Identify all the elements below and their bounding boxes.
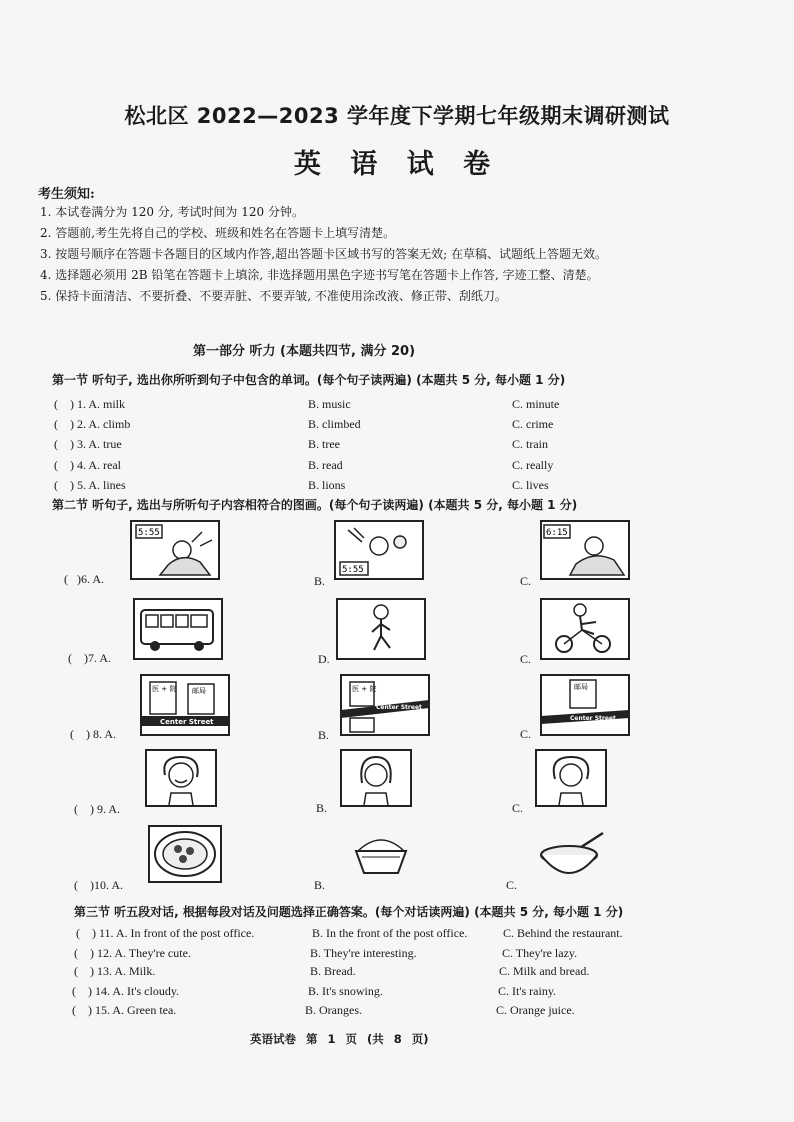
- option-c: C. minute: [512, 397, 560, 411]
- picture-9c: [535, 749, 607, 807]
- option-c: C. crime: [512, 417, 554, 431]
- picture-9a: [145, 749, 217, 807]
- notice-item: 5. 保持卡面清洁、不要折叠、不要弄脏、不要弄皱, 不准使用涂改液、修正带、刮纸刀。: [40, 289, 507, 303]
- question-row: ( ) 4. A. real: [54, 458, 121, 472]
- option-b: B. read: [308, 458, 343, 472]
- question-row: ( ) 12. A. They're cute.: [74, 946, 191, 960]
- option-c: C. lives: [512, 478, 549, 492]
- exam-title: 松北区 2022—2023 学年度下学期七年级期末调研测试: [124, 104, 670, 128]
- option-label: B.: [314, 574, 326, 588]
- picture-7c: [540, 598, 630, 660]
- option-b: B. climbed: [308, 417, 361, 431]
- option-label: D.: [318, 652, 330, 666]
- post-office-sign: 邮局: [574, 683, 588, 691]
- question-label: ( ) 9. A.: [74, 802, 120, 816]
- hospital-sign: 医 + 院: [152, 685, 177, 693]
- question-row: ( ) 15. A. Green tea.: [72, 1003, 177, 1017]
- option-label: B.: [314, 878, 326, 892]
- option-b: B. tree: [308, 437, 340, 451]
- clock-text: 5:55: [342, 565, 364, 575]
- question-label: ( )10. A.: [74, 878, 123, 892]
- notice-item: 3. 按题号顺序在答题卡各题目的区域内作答,超出答题卡区域书写的答案无效; 在草稿、试题纸上答题无效。: [40, 247, 607, 261]
- page-footer: 英语试卷 第 1 页 (共 8 页): [250, 1032, 429, 1046]
- option-label: C.: [520, 574, 532, 588]
- notice-heading: 考生须知:: [38, 187, 95, 202]
- question-row: ( ) 1. A. milk: [54, 397, 126, 411]
- option-label: C.: [520, 727, 532, 741]
- section1-heading: 第一节 听句子, 选出你所听到句子中包含的单词。(每个句子读两遍) (本题共 5 分, 每小题 1 分): [52, 373, 566, 387]
- option-label: C.: [512, 801, 524, 815]
- option-b: B. Oranges.: [305, 1003, 362, 1017]
- picture-8b: [340, 674, 430, 736]
- option-c: C. Behind the restaurant.: [503, 926, 623, 940]
- option-c: C. train: [512, 437, 548, 451]
- question-row: ( ) 13. A. Milk.: [74, 964, 156, 978]
- option-c: C. It's rainy.: [498, 984, 557, 998]
- picture-10a: [148, 825, 222, 883]
- option-label: C.: [520, 652, 532, 666]
- clock-text: 6:15: [546, 528, 568, 538]
- option-b: B. music: [308, 397, 351, 411]
- part1-heading: 第一部分 听力 (本题共四节, 满分 20): [193, 344, 416, 359]
- question-row: ( ) 11. A. In front of the post office.: [76, 926, 255, 940]
- picture-6c: [540, 520, 630, 580]
- question-row: ( ) 5. A. lines: [54, 478, 126, 492]
- notice-item: 1. 本试卷满分为 120 分, 考试时间为 120 分钟。: [40, 205, 304, 219]
- street-name: Center Street: [160, 718, 214, 726]
- option-label: C.: [506, 878, 518, 892]
- picture-6b: [334, 520, 424, 580]
- street-name: Center Street: [376, 704, 422, 711]
- option-c: C. really: [512, 458, 554, 472]
- picture-10c: [535, 829, 609, 883]
- section3-heading: 第三节 听五段对话, 根据每段对话及问题选择正确答案。(每个对话读两遍) (本题共 5 分, 每小题 1 分): [74, 905, 624, 919]
- option-c: C. Orange juice.: [496, 1003, 575, 1017]
- section2-heading: 第二节 听句子, 选出与所听句子内容相符合的图画。(每个句子读两遍) (本题共 5 分, 每小题 1 分): [52, 498, 578, 512]
- option-b: B. lions: [308, 478, 346, 492]
- option-b: B. They're interesting.: [310, 946, 417, 960]
- street-name: Center Street: [570, 715, 616, 722]
- picture-7a: [133, 598, 223, 660]
- question-row: ( ) 3. A. true: [54, 437, 122, 451]
- option-label: B.: [318, 728, 330, 742]
- picture-7b: [336, 598, 426, 660]
- notice-item: 4. 选择题必须用 2B 铅笔在答题卡上填涂, 非选择题用黑色字迹书写笔在答题卡上作答, 字迹工整、清楚。: [40, 268, 599, 282]
- question-label: ( )7. A.: [68, 651, 111, 665]
- question-label: ( )6. A.: [64, 572, 104, 586]
- option-c: C. They're lazy.: [502, 946, 578, 960]
- picture-10b: [352, 827, 410, 881]
- option-b: B. It's snowing.: [308, 984, 383, 998]
- post-office-sign: 邮局: [192, 687, 206, 695]
- hospital-sign: 医 + 院: [352, 685, 377, 693]
- option-c: C. Milk and bread.: [499, 964, 590, 978]
- exam-subtitle: 英 语 试 卷: [293, 149, 501, 180]
- question-row: ( ) 14. A. It's cloudy.: [72, 984, 180, 998]
- picture-9b: [340, 749, 412, 807]
- clock-text: 5:55: [138, 528, 160, 538]
- notice-item: 2. 答题前,考生先将自己的学校、班级和姓名在答题卡上填写清楚。: [40, 226, 396, 240]
- question-label: ( ) 8. A.: [70, 727, 116, 741]
- option-b: B. In the front of the post office.: [312, 926, 468, 940]
- picture-8c: [540, 674, 630, 736]
- option-label: B.: [316, 801, 328, 815]
- picture-6a: [130, 520, 220, 580]
- question-row: ( ) 2. A. climb: [54, 417, 131, 431]
- picture-8a: [140, 674, 230, 736]
- option-b: B. Bread.: [310, 964, 356, 978]
